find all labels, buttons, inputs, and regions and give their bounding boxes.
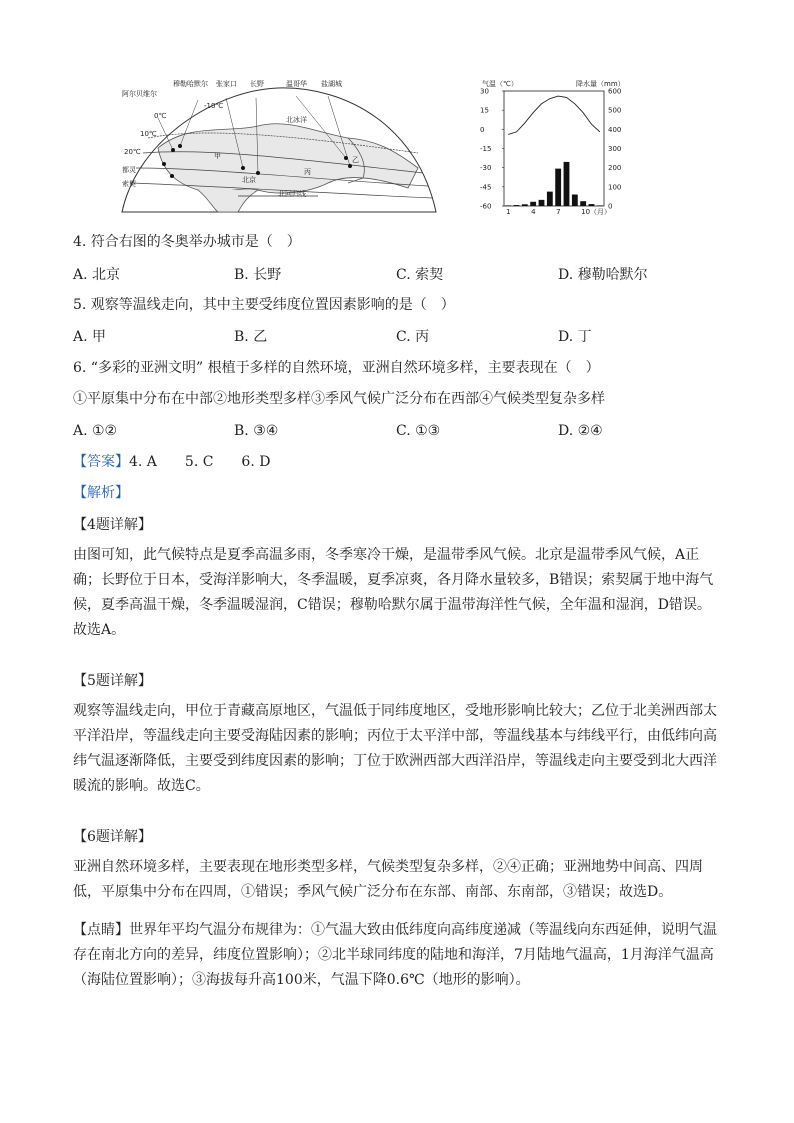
tip-label: 【点睛】 — [73, 922, 129, 938]
precip-tick-label: 500 — [608, 106, 622, 115]
precip-tick-label: 0 — [608, 202, 613, 211]
q4-option-c[interactable]: C. 索契 — [396, 267, 444, 283]
answer-line — [73, 452, 270, 472]
q6-detail-text: 亚洲自然环境多样，主要表现在地形类型多样，气候类型复杂多样，②④正确；亚洲地势中间高、四周低，平原集中分布在四周，①错误；季风气候广泛分布在东部、南部、东南部，③错误；故选D。 — [73, 859, 703, 900]
q6-option-c[interactable]: C. ①③ — [396, 423, 441, 439]
temperature-curve — [508, 96, 600, 134]
analysis-label: 【解析】 — [73, 485, 129, 501]
month-tick-label: 7 — [556, 208, 561, 216]
map-label: 穆勒哈默尔 — [173, 80, 208, 88]
precipitation-bar — [522, 204, 528, 206]
temp-tick-label: -30 — [480, 164, 492, 173]
temp-tick-label: 0 — [480, 125, 485, 134]
q5-option-c[interactable]: C. 丙 — [396, 329, 430, 345]
question-5-stem: 5. 观察等温线走向，其中主要受纬度位置因素影响的是（ ） — [73, 297, 455, 313]
map-label: 北回归线 — [278, 190, 306, 198]
tip-text: 世界年平均气温分布规律为：①气温大致由低纬度向高纬度递减（等温线向东西延伸，说明气温存在南北方向的差异，纬度位置影响）；②北半球同纬度的陆地和海洋，7月陆地气温高，1月海洋气温高（海陆位置影响）；③海拔每升高100米，气温下降0.6℃（地形的影响）。 — [73, 922, 717, 988]
q6-option-d[interactable]: D. ②④ — [558, 423, 603, 439]
precipitation-bar — [539, 200, 545, 206]
temp-tick-label: -60 — [480, 202, 492, 211]
question-6-items: ①平原集中分布在中部②地形类型多样③季风气候广泛分布在西部④气候类型复杂多样 — [73, 391, 605, 407]
precip-tick-label: 100 — [608, 183, 622, 192]
q4-option-d[interactable]: D. 穆勒哈默尔 — [558, 267, 648, 283]
answer-text: 4. A 5. C 6. D — [129, 454, 271, 470]
q6-option-a[interactable]: A. ①② — [73, 423, 118, 439]
map-label: 温哥华 — [286, 80, 307, 88]
precip-tick-label: 400 — [608, 125, 622, 134]
precip-tick-label: 600 — [608, 87, 622, 96]
q5-option-d[interactable]: D. 丁 — [558, 329, 592, 345]
month-tick-label: 4 — [531, 208, 536, 216]
plot-frame — [504, 91, 604, 206]
month-unit: （月） — [590, 208, 611, 216]
temp-tick-label: -45 — [480, 183, 492, 192]
temp-tick-label: 15 — [480, 106, 489, 115]
q5-option-a[interactable]: A. 甲 — [73, 329, 107, 345]
q5-option-b[interactable]: B. 乙 — [234, 329, 268, 345]
city-dot — [162, 162, 166, 166]
answer-label: 【答案】 — [73, 454, 129, 470]
map-label: 阿尔贝维尔 — [122, 90, 157, 98]
month-tick-label: 1 — [506, 208, 511, 216]
city-dot — [241, 166, 245, 170]
map-label: 北京 — [242, 176, 256, 184]
map-label: 北冰洋 — [286, 116, 307, 124]
map-label: 甲 — [214, 152, 221, 160]
climate-chart — [478, 78, 628, 216]
temp-axis-title: 气温（℃） — [482, 80, 518, 88]
city-dot — [256, 171, 260, 175]
map-label: 20℃ — [124, 148, 141, 156]
q6-option-b[interactable]: B. ③④ — [234, 423, 279, 439]
precipitation-bar — [572, 195, 578, 207]
precipitation-bar — [530, 202, 536, 206]
temp-tick-label: -15 — [480, 145, 492, 153]
q4-detail-title: 【4题详解】 — [73, 517, 152, 533]
precipitation-bar — [514, 205, 520, 206]
map-label: 张家口 — [216, 80, 237, 88]
month-tick-label: 10 — [581, 208, 591, 216]
precipitation-bar — [555, 169, 561, 206]
tip-paragraph — [73, 918, 723, 993]
q4-detail-text: 由图可知，此气候特点是夏季高温多雨，冬季寒冷干燥，是温带季风气候。北京是温带季风气候，A正确；长野位于日本，受海洋影响大，冬季温暖，夏季凉爽，各月降水量较多，B错误；索契属于地中海气候，夏季高温干燥，冬季温暖湿润，C错误；穆勒哈默尔属于温带海洋性气候，全年温和湿润，D错误。故选A。 — [73, 547, 714, 638]
map-label: 0℃ — [154, 112, 167, 120]
city-dot — [170, 174, 174, 178]
precipitation-bar — [589, 204, 595, 206]
q4-option-b[interactable]: B. 长野 — [234, 267, 282, 283]
precipitation-bar — [580, 201, 586, 206]
question-4-stem: 4. 符合右图的冬奥举办城市是（ ） — [73, 234, 301, 250]
map-label: 乙 — [352, 156, 359, 164]
city-dot — [171, 148, 175, 152]
precip-tick-label: 300 — [608, 145, 622, 153]
question-6-stem: 6. “多彩的亚洲文明” 根植于多样的自然环境，亚洲自然环境多样，主要表现在（ ） — [73, 360, 600, 376]
map-label: 10℃ — [140, 130, 157, 138]
city-dot — [178, 144, 182, 148]
map-label: 索契 — [122, 180, 136, 188]
precipitation-bar — [547, 192, 553, 206]
city-dot — [348, 164, 352, 168]
city-dot — [344, 156, 348, 160]
map-label: 都灵 — [122, 166, 136, 174]
isotherm-world-map — [118, 78, 440, 214]
precipitation-bar — [564, 162, 570, 206]
precip-axis-title: 降水量（mm） — [576, 80, 625, 88]
precipitation-bar — [505, 205, 511, 206]
map-label: 盐湖城 — [321, 80, 342, 88]
map-label: -10℃ — [204, 102, 224, 110]
q6-detail-title: 【6题详解】 — [73, 829, 152, 845]
q4-option-a[interactable]: A. 北京 — [73, 267, 121, 283]
precip-tick-label: 200 — [608, 164, 622, 173]
precipitation-bar — [597, 205, 603, 206]
temp-tick-label: 30 — [480, 87, 489, 96]
q5-detail-text: 观察等温线走向，甲位于青藏高原地区，气温低于同纬度地区，受地形影响比较大；乙位于北美洲西部太平洋沿岸，等温线走向主要受海陆因素的影响；丙位于太平洋中部，等温线基本与纬线平行，由低纬向高纬气温逐渐降低，主要受到纬度因素的影响；丁位于欧洲西部大西洋沿岸，等温线走向主要受到北大西洋暖流的影响。故选C。 — [73, 703, 717, 794]
map-label: 丙 — [304, 168, 311, 176]
q5-detail-title: 【5题详解】 — [73, 673, 152, 689]
map-label: 长野 — [250, 80, 264, 88]
